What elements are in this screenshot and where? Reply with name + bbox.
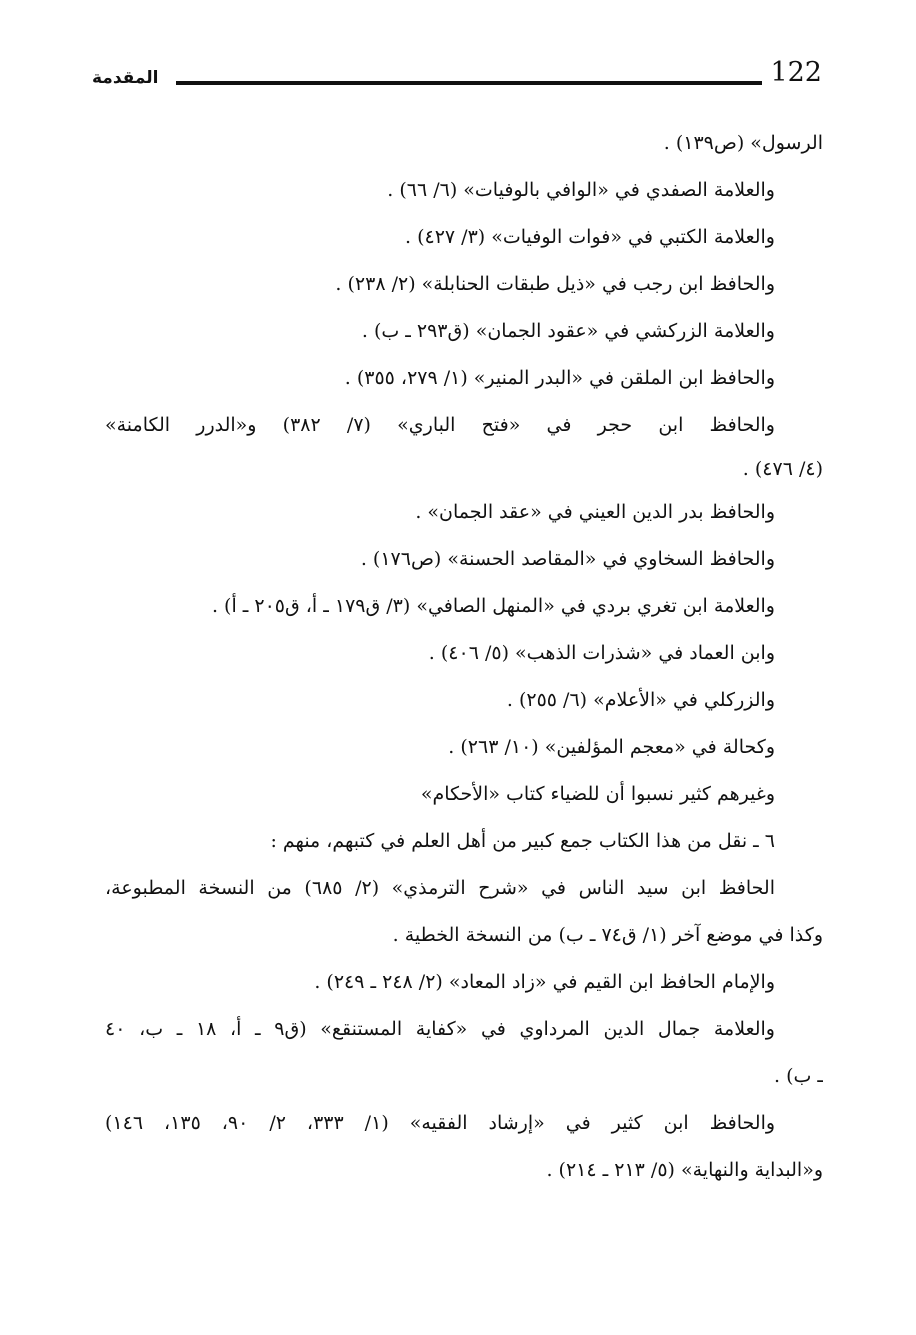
- page-header: [92, 58, 822, 98]
- page-number: 122: [770, 57, 822, 88]
- page-body: [105, 120, 823, 1194]
- text-line: وكذا في موضع آخر (١/ ق٧٤ ـ ب) من النسخة الخطية .: [392, 924, 823, 946]
- text-line: والعلامة الكتبي في «فوات الوفيات» (٣/ ٤٢٧) .: [405, 226, 775, 248]
- text-line: وابن العماد في «شذرات الذهب» (٥/ ٤٠٦) .: [428, 642, 775, 664]
- text-line: والعلامة جمال الدين المرداوي في «كفاية المستنقع» (ق٩ ـ أ، ١٨ ـ ب، ٤٠: [105, 1018, 775, 1040]
- text-line: والحافظ ابن رجب في «ذيل طبقات الحنابلة» (٢/ ٢٣٨) .: [335, 273, 775, 295]
- text-line: الرسول» (ص١٣٩) .: [663, 132, 823, 154]
- text-line: والعلامة الصفدي في «الوافي بالوفيات» (٦/ ٦٦) .: [387, 179, 775, 201]
- text-line: والإمام الحافظ ابن القيم في «زاد المعاد» (٢/ ٢٤٨ ـ ٢٤٩) .: [314, 971, 775, 993]
- text-line: الحافظ ابن سيد الناس في «شرح الترمذي» (٢/ ٦٨٥) من النسخة المطبوعة،: [105, 877, 775, 899]
- text-line: والحافظ السخاوي في «المقاصد الحسنة» (ص١٧٦) .: [360, 548, 775, 570]
- text-line: والعلامة ابن تغري بردي في «المنهل الصافي» (٣/ ق١٧٩ ـ أ، ق٢٠٥ ـ أ) .: [211, 595, 775, 617]
- text-line: والحافظ ابن كثير في «إرشاد الفقيه» (١/ ٣٣٣، ٢/ ٩٠، ١٣٥، ١٤٦): [105, 1112, 776, 1134]
- text-line: ٦ ـ نقل من هذا الكتاب جمع كبير من أهل العلم في كتبهم، منهم :: [270, 830, 775, 852]
- text-line: (٤/ ٤٧٦) .: [742, 458, 823, 480]
- text-line: ـ ب) .: [774, 1065, 823, 1087]
- text-line: و«البداية والنهاية» (٥/ ٢١٣ ـ ٢١٤) .: [546, 1159, 823, 1181]
- text-line: والحافظ بدر الدين العيني في «عقد الجمان» .: [415, 501, 775, 523]
- header-rule: [176, 81, 762, 85]
- text-line: والحافظ ابن الملقن في «البدر المنير» (١/ ٢٧٩، ٣٥٥) .: [344, 367, 775, 389]
- text-line: والعلامة الزركشي في «عقود الجمان» (ق٢٩٣ ـ ب) .: [361, 320, 775, 342]
- text-line: وكحالة في «معجم المؤلفين» (١٠/ ٢٦٣) .: [448, 736, 775, 758]
- text-line: وغيرهم كثير نسبوا أن للضياء كتاب «الأحكام»: [420, 783, 775, 805]
- text-line: والزركلي في «الأعلام» (٦/ ٢٥٥) .: [506, 689, 775, 711]
- text-line: والحافظ ابن حجر في «فتح الباري» (٧/ ٣٨٢) و«الدرر الكامنة»: [105, 414, 775, 436]
- section-title: المقدمة: [92, 68, 159, 88]
